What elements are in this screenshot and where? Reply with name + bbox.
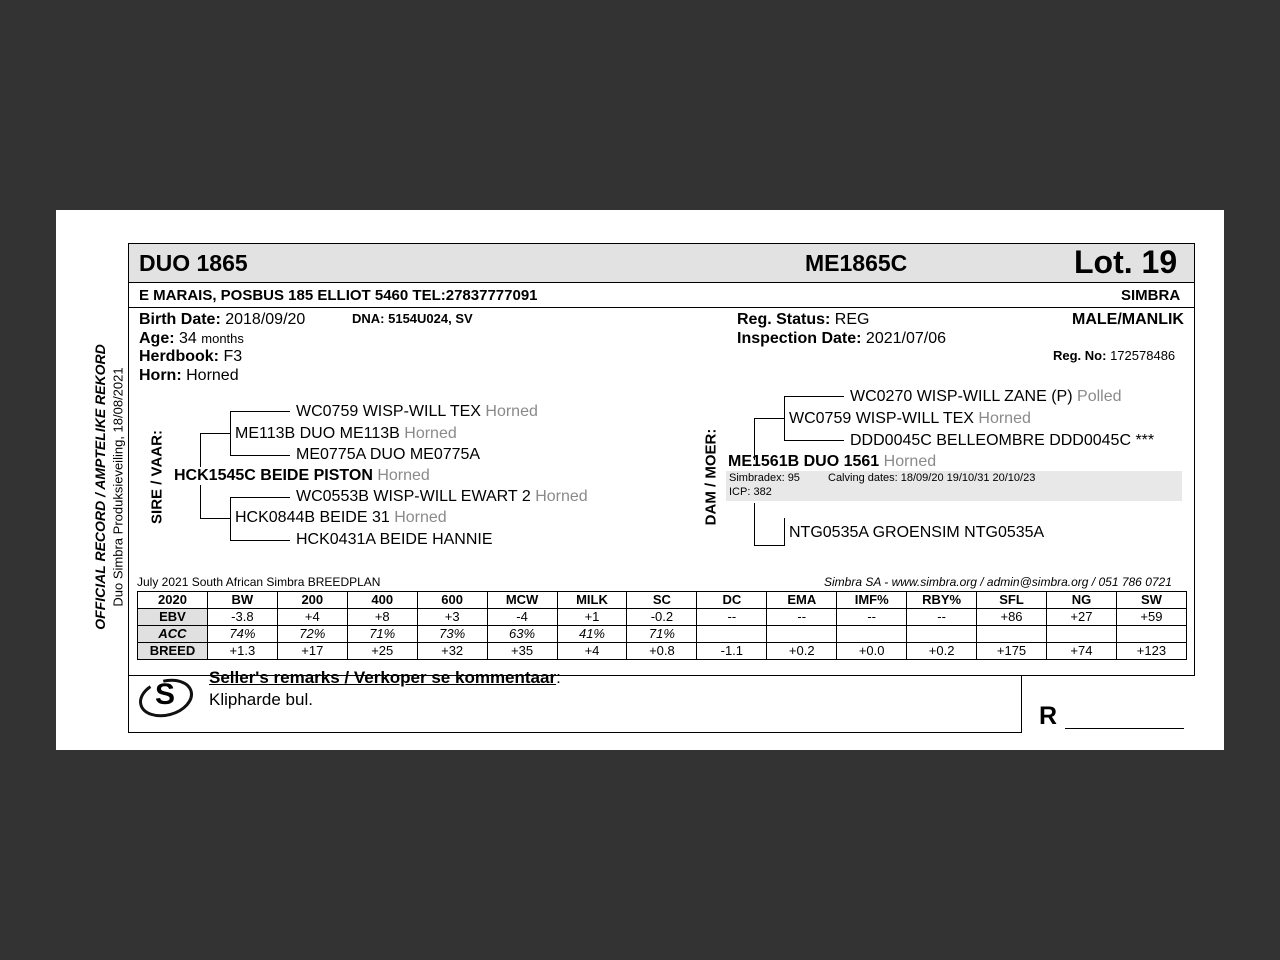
table-cell: -- [697,609,767,626]
table-cell: ACC [138,626,208,643]
table-cell: -4 [487,609,557,626]
table-cell: +8 [347,609,417,626]
table-cell: DC [697,592,767,609]
sire-sire: ME113B DUO ME113B Horned [235,425,457,442]
table-cell: SC [627,592,697,609]
simbra-contact: Simbra SA - www.simbra.org / admin@simbra.org / 051 786 0721 [824,575,1172,589]
table-cell: +1 [557,609,627,626]
table-cell [767,626,837,643]
price-input-line[interactable] [1065,728,1184,729]
remarks-text: Klipharde bul. [209,690,313,709]
table-cell: 71% [627,626,697,643]
table-cell: -3.8 [207,609,277,626]
herdbook: Herdbook: F3 [139,348,243,365]
table-cell: +0.2 [767,643,837,660]
table-cell: +123 [1116,643,1186,660]
price-label: R [1039,702,1058,730]
table-cell: +3 [417,609,487,626]
animal-id: ME1865C [805,250,908,276]
icp: ICP: 382 [729,486,772,498]
table-cell: +32 [417,643,487,660]
table-cell: 600 [417,592,487,609]
table-cell: SW [1116,592,1186,609]
animal-name: DUO 1865 [139,250,248,276]
table-cell: 74% [207,626,277,643]
reg-status: Reg. Status: REG [737,311,870,328]
age: Age: 34 months [139,330,244,347]
table-cell: +25 [347,643,417,660]
sire-dam-sire: WC0553B WISP-WILL EWART 2 Horned [296,488,588,505]
dna: DNA: 5154U024, SV [352,311,473,326]
table-cell: +4 [557,643,627,660]
table-cell: +59 [1116,609,1186,626]
table-cell: +0.2 [907,643,977,660]
table-cell: 200 [277,592,347,609]
table-cell: NG [1046,592,1116,609]
dam-sire: WC0759 WISP-WILL TEX Horned [789,410,1031,427]
table-cell: RBY% [907,592,977,609]
table-cell [697,626,767,643]
dam-label: DAM / MOER: [702,428,720,526]
table-cell [1116,626,1186,643]
table-cell: EBV [138,609,208,626]
table-cell: +74 [1046,643,1116,660]
owner-info: E MARAIS, POSBUS 185 ELLIOT 5460 TEL:27837777091 [139,287,538,304]
dam-sire-dam: DDD0045C BELLEOMBRE DDD0045C *** [850,432,1155,449]
table-cell: 400 [347,592,417,609]
simbra-logo [138,676,198,725]
table-cell: +175 [977,643,1047,660]
header-bar [128,243,1195,283]
ebv-table [137,591,1187,660]
table-cell: +27 [1046,609,1116,626]
table-cell: +1.3 [207,643,277,660]
remarks-title: Seller's remarks / Verkoper se kommentaar: [209,668,561,687]
dam-name: ME1561B DUO 1561 Horned [728,453,937,470]
table-cell: SFL [977,592,1047,609]
table-cell: +17 [277,643,347,660]
reg-number: Reg. No: 172578486 [1053,348,1176,363]
table-row-acc [138,626,1187,643]
table-cell: IMF% [837,592,907,609]
sire-label: SIRE / VAAR: [148,430,166,524]
breedplan-caption: July 2021 South African Simbra BREEDPLAN [137,575,381,589]
table-cell: 41% [557,626,627,643]
breed-name: SIMBRA [1121,287,1181,304]
table-cell: +0.8 [627,643,697,660]
table-cell: 72% [277,626,347,643]
sire-dam-dam: HCK0431A BEIDE HANNIE [296,531,493,548]
table-cell: EMA [767,592,837,609]
table-header-row [138,592,1187,609]
table-cell [837,626,907,643]
table-cell [907,626,977,643]
official-record-label: OFFICIAL RECORD / AMPTELIKE REKORD [92,344,108,630]
table-cell: -- [837,609,907,626]
dam-dam: NTG0535A GROENSIM NTG0535A [789,524,1045,541]
birth-date: Birth Date: 2018/09/20 [139,311,306,328]
horn: Horn: Horned [139,367,239,384]
table-row-ebv [138,609,1187,626]
table-cell: +4 [277,609,347,626]
table-cell: -0.2 [627,609,697,626]
table-cell: 63% [487,626,557,643]
table-cell [1046,626,1116,643]
sire-name: HCK1545C BEIDE PISTON Horned [174,467,430,484]
table-cell: BREED [138,643,208,660]
table-row-breed [138,643,1187,660]
table-cell: MILK [557,592,627,609]
table-cell: +86 [977,609,1047,626]
sire-sire-dam: ME0775A DUO ME0775A [296,446,481,463]
table-cell: -- [767,609,837,626]
lot-number: Lot. 19 [1074,244,1178,280]
table-cell: MCW [487,592,557,609]
sex: MALE/MANLIK [1072,311,1184,328]
table-cell: -- [907,609,977,626]
table-cell: 71% [347,626,417,643]
logo-letter: S [155,678,176,711]
dam-sire-sire: WC0270 WISP-WILL ZANE (P) Polled [850,388,1122,405]
sale-label: Duo Simbra Produksieveiling, 18/08/2021 [110,367,126,607]
table-cell: -1.1 [697,643,767,660]
table-cell: BW [207,592,277,609]
table-cell: 73% [417,626,487,643]
sire-sire-sire: WC0759 WISP-WILL TEX Horned [296,403,538,420]
simbradex: Simbradex: 95 [729,472,800,484]
table-cell: 2020 [138,592,208,609]
inspection-date: Inspection Date: 2021/07/06 [737,330,946,347]
table-cell: +35 [487,643,557,660]
sire-dam: HCK0844B BEIDE 31 Horned [235,509,447,526]
table-cell [977,626,1047,643]
table-cell: +0.0 [837,643,907,660]
calving-dates: Calving dates: 18/09/20 19/10/31 20/10/23 [828,472,1036,484]
